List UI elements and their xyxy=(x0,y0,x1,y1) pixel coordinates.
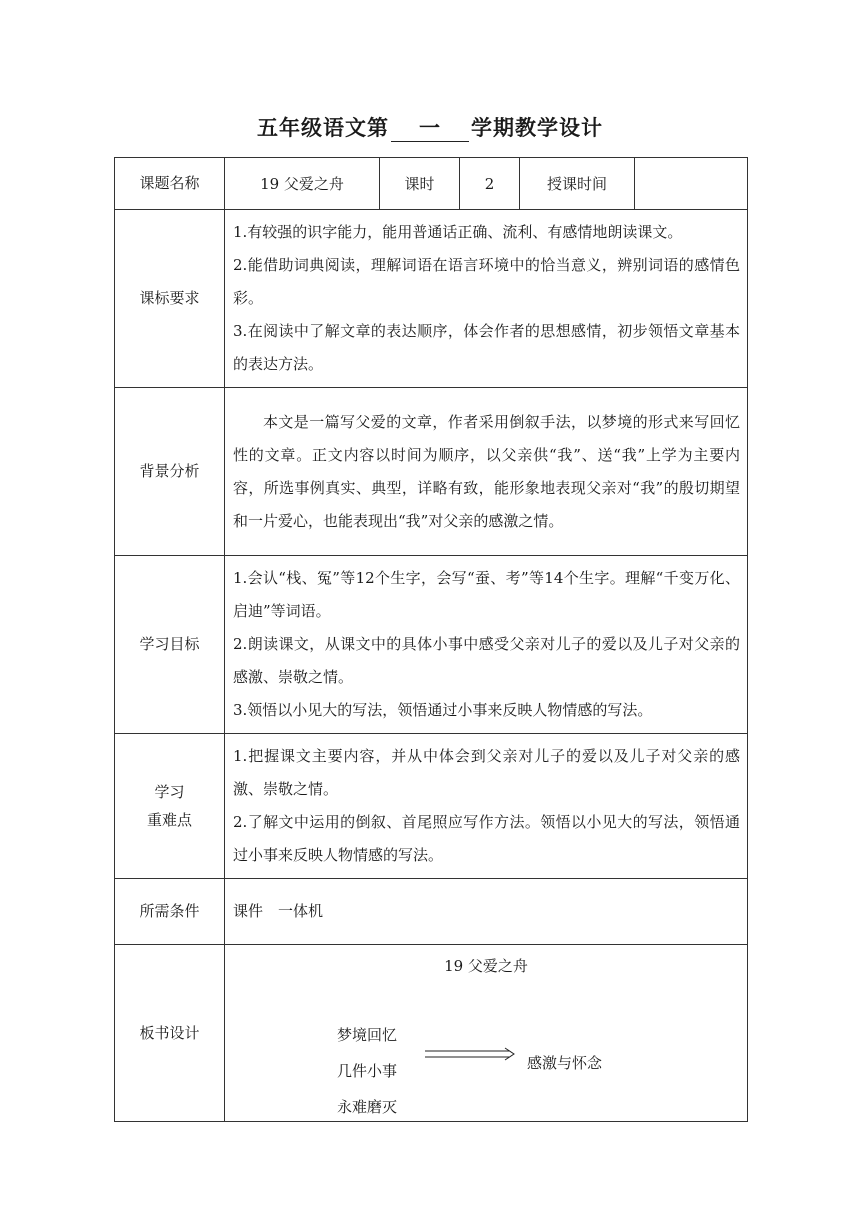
board-row xyxy=(115,945,748,1122)
page-title xyxy=(0,112,860,142)
objectives-item: 3.领悟以小见大的写法，领悟通过小事来反映人物情感的写法。 xyxy=(233,701,653,719)
difficulties-item: 2.了解文中运用的倒叙、首尾照应写作方法。领悟以小见大的写法，领悟通过小事来反映人物情感的写法。 xyxy=(233,813,740,864)
objectives-row xyxy=(115,556,748,734)
objectives-item: 2.朗读课文，从课文中的具体小事中感受父亲对儿子的爱以及儿子对父亲的感激、崇敬之情。 xyxy=(233,635,740,686)
difficulties-label-line1: 学习 xyxy=(154,782,185,801)
difficulties-content xyxy=(225,734,748,879)
lesson-plan-table xyxy=(114,157,748,1122)
background-label: 背景分析 xyxy=(115,388,225,556)
info-row xyxy=(115,158,748,210)
board-title: 19 父爱之舟 xyxy=(444,957,528,975)
board-result: 感激与怀念 xyxy=(527,1054,603,1072)
objectives-label: 学习目标 xyxy=(115,556,225,734)
board-lines xyxy=(337,1017,397,1125)
difficulties-row xyxy=(115,734,748,879)
conditions-row xyxy=(115,879,748,945)
topic-label: 课题名称 xyxy=(115,158,225,210)
board-line: 几件小事 xyxy=(337,1062,398,1080)
board-design xyxy=(225,945,747,1121)
background-row xyxy=(115,388,748,556)
difficulties-label-line2: 重难点 xyxy=(146,811,192,829)
time-label: 授课时间 xyxy=(520,158,635,210)
background-text: 本文是一篇写父爱的文章，作者采用倒叙手法，以梦境的形式来写回忆性的文章。正文内容以时间为顺序，以父亲供“我”、送“我”上学为主要内容，所选事例真实、典型，详略有致，能形象地表现父亲对“我”的殷切期望和一片爱心，也能表现出“我”对父亲的感激之情。 xyxy=(233,412,740,530)
standards-content xyxy=(225,210,748,388)
background-content xyxy=(225,388,748,556)
objectives-item: 1.会认“栈、冤”等12个生字，会写“蚕、考”等14个生字。理解“千变万化、启迪”等词语。 xyxy=(233,569,740,620)
board-label: 板书设计 xyxy=(115,945,225,1122)
conditions-value: 课件 一体机 xyxy=(225,879,748,945)
time-value xyxy=(635,158,748,210)
standards-item: 2.能借助词典阅读，理解词语在语言环境中的恰当意义，辨别词语的感情色彩。 xyxy=(233,256,740,307)
board-line: 梦境回忆 xyxy=(337,1026,398,1044)
title-prefix: 五年级语文第 xyxy=(257,116,389,140)
topic-value: 19 父爱之舟 xyxy=(225,158,380,210)
board-content xyxy=(225,945,748,1122)
period-label: 课时 xyxy=(380,158,460,210)
conditions-label: 所需条件 xyxy=(115,879,225,945)
title-suffix: 学期教学设计 xyxy=(471,116,603,140)
standards-item: 1.有较强的识字能力，能用普通话正确、流利、有感情地朗读课文。 xyxy=(233,223,683,241)
period-value: 2 xyxy=(460,158,520,210)
standards-row xyxy=(115,210,748,388)
difficulties-item: 1.把握课文主要内容，并从中体会到父亲对儿子的爱以及儿子对父亲的感激、崇敬之情。 xyxy=(233,747,740,798)
difficulties-label xyxy=(115,734,225,879)
semester-blank: 一 xyxy=(391,116,469,142)
double-arrow-icon xyxy=(425,1047,517,1061)
standards-label: 课标要求 xyxy=(115,210,225,388)
standards-item: 3.在阅读中了解文章的表达顺序，体会作者的思想感情，初步领悟文章基本的表达方法。 xyxy=(233,322,740,373)
board-line: 永难磨灭 xyxy=(337,1098,398,1116)
objectives-content xyxy=(225,556,748,734)
